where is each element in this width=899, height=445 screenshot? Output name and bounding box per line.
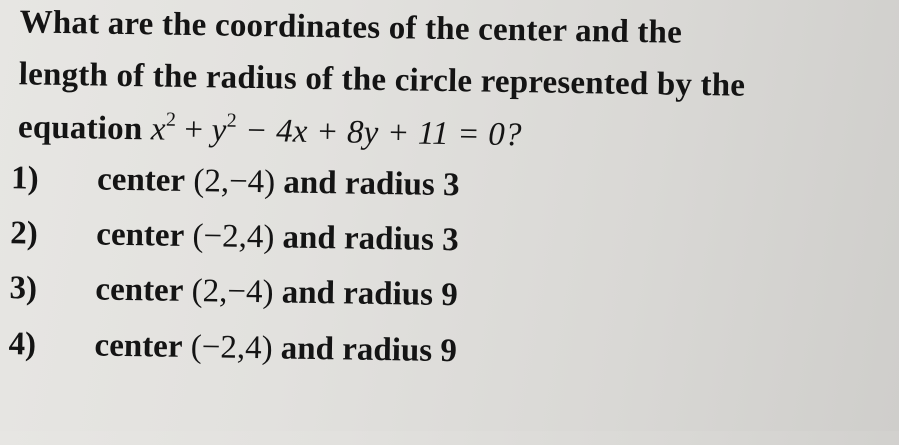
question-line-3: [18, 108, 522, 154]
answer-choice-4: [8, 326, 457, 370]
answer-choice-2: [10, 215, 459, 259]
choice-coordinates: (2,−4): [191, 273, 274, 311]
choice-coordinates: (−2,4): [190, 329, 273, 367]
equation-plus: +: [184, 111, 204, 149]
choice-radius: and radius 3: [282, 219, 459, 259]
choice-number: 4): [8, 326, 37, 363]
choice-word: center: [96, 216, 185, 254]
equation-y: y: [211, 112, 227, 149]
choice-coordinates: (−2,4): [192, 218, 275, 256]
choice-word: center: [94, 327, 183, 365]
choice-coordinates: (2,−4): [193, 163, 276, 201]
equation-prefix: equation: [17, 109, 143, 148]
choice-number: 2): [10, 215, 39, 252]
question-line-2: length of the radius of the circle represented by the: [18, 56, 746, 104]
equation-x: x: [150, 111, 167, 148]
question-line-1: What are the coordinates of the center and the: [19, 4, 683, 51]
choice-radius: and radius 9: [281, 274, 459, 314]
equation: [150, 108, 522, 154]
answer-choice-3: [9, 270, 458, 314]
equation-exponent-2: 2: [226, 109, 238, 132]
choice-number: 1): [10, 160, 39, 197]
choice-word: center: [96, 161, 186, 199]
choice-number: 3): [9, 270, 38, 307]
choice-radius: and radius 3: [283, 164, 460, 204]
choice-word: center: [95, 271, 184, 309]
answer-choice-1: [11, 160, 460, 204]
equation-rest: − 4x + 8y + 11 = 0?: [236, 112, 522, 154]
equation-exponent-1: 2: [165, 108, 177, 131]
choice-radius: and radius 9: [280, 330, 458, 370]
